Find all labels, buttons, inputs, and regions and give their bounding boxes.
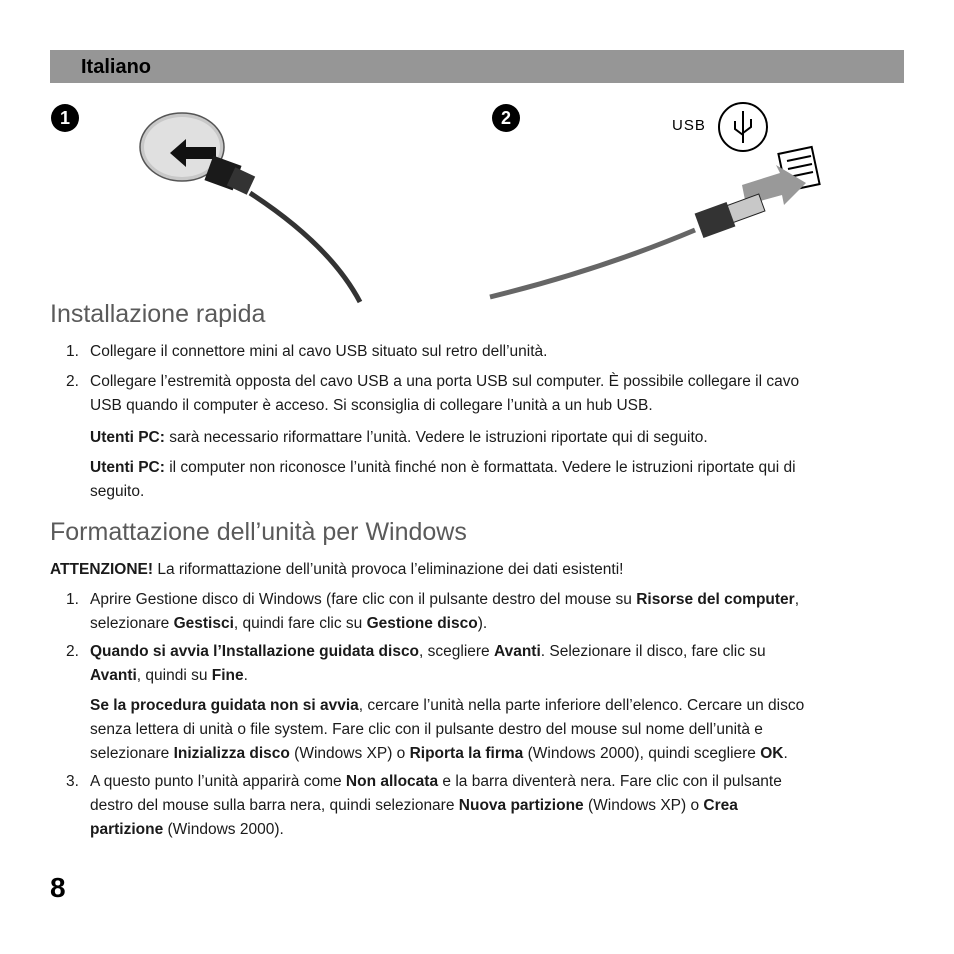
step-2-badge: 2 (492, 104, 520, 132)
note-pc-users-1: Utenti PC: sarà necessario riformattare l’unità. Vedere le istruzioni riportate qui di seguito. (90, 429, 708, 446)
mini-usb-connection-illustration (130, 105, 430, 305)
section-title-quick-install: Installazione rapida (50, 300, 266, 328)
usb-port-connection-illustration (480, 95, 840, 305)
language-header-bar (50, 50, 904, 83)
page-number: 8 (50, 872, 66, 903)
language-label: Italiano (81, 56, 152, 78)
usb-label: USB (672, 117, 706, 134)
wizard-note-paragraph: Se la procedura guidata non si avvia, cercare l’unità nella parte inferiore dell’elenco. Cercare un disco senza lettera di unità o file system. Fare clic con il pulsante destro del mouse sul nome dell’unità e selezionare Inizializza disco (Windows XP) o Riporta la firma (Windows 2000), quindi scegliere OK. (90, 697, 805, 762)
section-title-format-windows: Formattazione dell’unità per Windows (50, 518, 467, 546)
warning-paragraph: ATTENZIONE! La riformattazione dell’unità provoca l’eliminazione dei dati esistenti! (50, 561, 624, 578)
note-pc-users-2: Utenti PC: il computer non riconosce l’unità finché non è formattata. Vedere le istruzioni riportate qui di seguito. (90, 459, 796, 500)
step-1-badge: 1 (51, 104, 79, 132)
